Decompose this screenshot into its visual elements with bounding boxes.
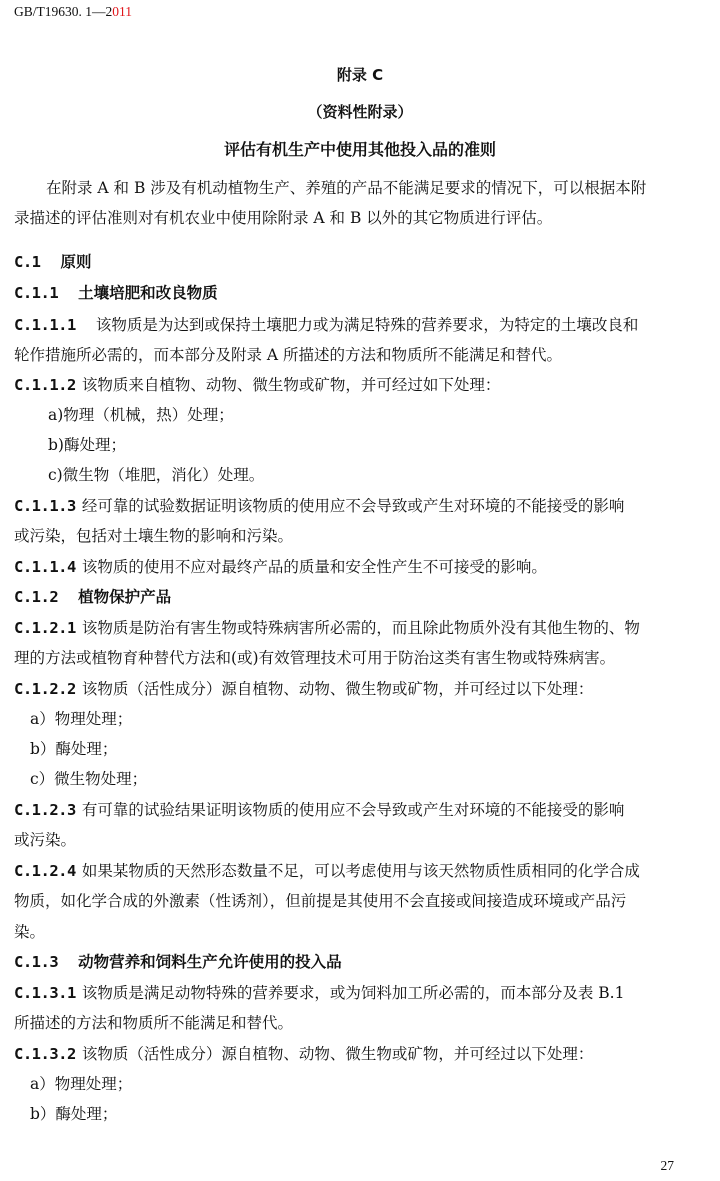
clause-text: b）酶处理；: [30, 1105, 118, 1123]
clause-line: [14, 920, 45, 942]
clause-text: 经可靠的试验数据证明该物质的使用应不会导致或产生对环境的不能接受的影响: [81, 497, 625, 515]
clause-text: 染。: [14, 923, 46, 941]
clause-line: [14, 646, 615, 668]
annex-heading: 评估有机生产中使用其他投入品的准则: [223, 140, 496, 159]
clause-text: 原则: [60, 253, 92, 271]
clause-text: 该物质是为达到或保持土壤肥力或为满足特殊的营养要求，为特定的土壤改良和: [95, 316, 639, 334]
clause-number: C.1.3.2: [14, 1045, 76, 1063]
clause-text: 物质，如化学合成的外激素（性诱剂），但前提是其使用不会直接或间接造成环境或产品污: [14, 892, 627, 910]
list-item: [30, 707, 132, 729]
clause-line: [14, 981, 624, 1003]
clause-number: C.1.1.3: [14, 497, 76, 515]
clause-line: [14, 828, 76, 850]
clause-number: C.1: [14, 253, 41, 271]
clause-heading: [14, 250, 92, 272]
clause-text: 轮作措施所必需的，而本部分及附录 A 所描述的方法和物质所不能满足和替代。: [14, 346, 563, 364]
clause-text: 有可靠的试验结果证明该物质的使用应不会导致或产生对环境的不能接受的影响: [81, 801, 625, 819]
list-item: [30, 1102, 117, 1124]
clause-heading: [14, 281, 218, 303]
clause-number: C.1.1.4: [14, 558, 76, 576]
clause-text: 该物质是满足动物特殊的营养要求，或为饲料加工所必需的，而本部分及表 B.1: [81, 984, 625, 1002]
clause-line: [14, 555, 547, 577]
clause-text: 或污染。: [14, 831, 77, 849]
annex-subtitle: （资料性附录）: [307, 103, 413, 121]
clause-text: a）物理处理；: [30, 710, 133, 728]
clause-text: c)微生物（堆肥，消化）处理。: [48, 466, 265, 484]
clause-number: C.1.1.2: [14, 376, 76, 394]
clause-line: [14, 524, 293, 546]
clause-number: C.1.2.2: [14, 680, 76, 698]
clause-heading: [14, 585, 171, 607]
clause-text: b)酶处理；: [48, 436, 126, 454]
clause-text: 该物质（活性成分）源自植物、动物、微生物或矿物，并可经过以下处理：: [81, 1045, 594, 1063]
clause-line: [14, 798, 624, 820]
clause-number: C.1.2.3: [14, 801, 76, 819]
clause-text: 植物保护产品: [78, 588, 172, 606]
clause-text: b）酶处理；: [30, 740, 118, 758]
clause-number: C.1.2: [14, 588, 59, 606]
clause-line: [14, 889, 626, 911]
clause-heading: [14, 950, 342, 972]
clause-text: a)物理（机械，热）处理；: [48, 406, 234, 424]
annex-title: 附录 C: [336, 66, 384, 84]
clause-text: 该物质来自植物、动物、微生物或矿物，并可经过如下处理：: [81, 376, 501, 394]
clause-text: 动物营养和饲料生产允许使用的投入品: [78, 953, 342, 971]
clause-text: c）微生物处理；: [30, 770, 148, 788]
clause-text: 理的方法或植物育种替代方法和(或)有效管理技术可用于防治这类有害生物或特殊病害。: [14, 649, 616, 667]
clause-text: a）物理处理；: [30, 1075, 133, 1093]
clause-line: [14, 859, 640, 881]
clause-text: 该物质是防治有害生物或特殊病害所必需的，而且除此物质外没有其他生物的、物: [81, 619, 640, 637]
intro-line-2: 录描述的评估准则对有机农业中使用除附录 A 和 B 以外的其它物质进行评估。: [14, 209, 553, 227]
clause-number: C.1.2.1: [14, 619, 76, 637]
clause-line: [14, 373, 500, 395]
clause-number: C.1.3: [14, 953, 59, 971]
list-item: [30, 1072, 132, 1094]
list-item: [30, 767, 147, 789]
clause-number: C.1.1.1: [14, 316, 76, 334]
clause-text: 所描述的方法和物质所不能满足和替代。: [14, 1014, 294, 1032]
list-item: [48, 433, 126, 455]
clause-text: 如果某物质的天然形态数量不足，可以考虑使用与该天然物质性质相同的化学合成: [81, 862, 640, 880]
clause-line: [14, 1011, 293, 1033]
list-item: [48, 463, 264, 485]
standard-code-header: [14, 4, 132, 20]
clause-line: [14, 677, 593, 699]
list-item: [30, 737, 117, 759]
clause-text: 土壤培肥和改良物质: [78, 284, 218, 302]
clause-text: 或污染，包括对土壤生物的影响和污染。: [14, 527, 294, 545]
page-number: 27: [660, 1158, 674, 1173]
standard-code-year: 011: [112, 4, 133, 19]
clause-line: [14, 343, 562, 365]
clause-number: C.1.3.1: [14, 984, 76, 1002]
standard-code-prefix: GB/T19630. 1—2: [14, 4, 113, 19]
clause-text: 该物质的使用不应对最终产品的质量和安全性产生不可接受的影响。: [81, 558, 547, 576]
clause-number: C.1.2.4: [14, 862, 76, 880]
clause-number: C.1.1: [14, 284, 59, 302]
clause-line: [14, 494, 624, 516]
clause-line: [14, 313, 638, 335]
list-item: [48, 403, 234, 425]
intro-line-1: 在附录 A 和 B 涉及有机动植物生产、养殖的产品不能满足要求的情况下，可以根据本附: [46, 179, 647, 197]
clause-text: 该物质（活性成分）源自植物、动物、微生物或矿物，并可经过以下处理：: [81, 680, 594, 698]
clause-line: [14, 1042, 593, 1064]
clause-line: [14, 616, 640, 638]
